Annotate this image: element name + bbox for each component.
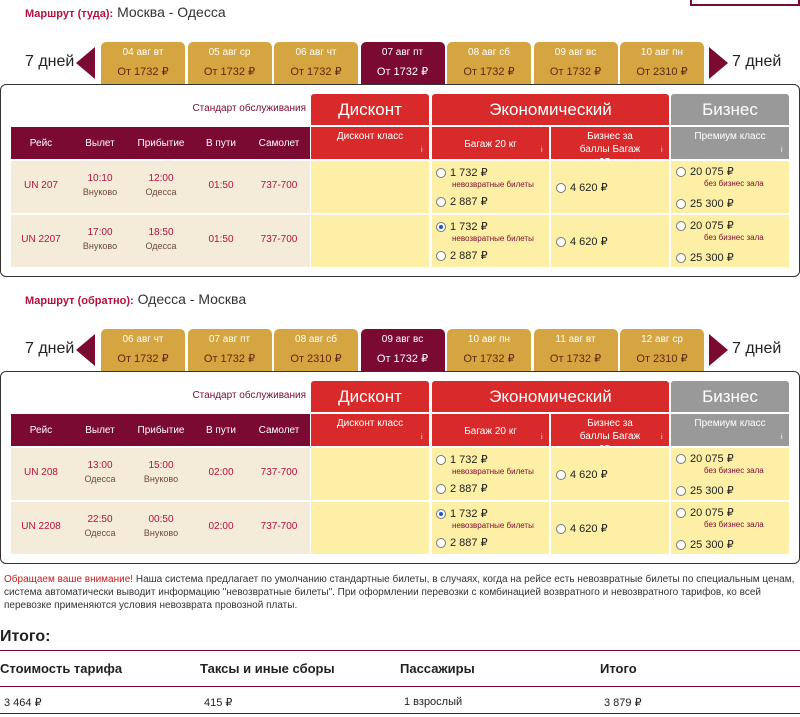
fare-option-standard[interactable]: [436, 536, 488, 549]
flight-duration-value: 02:00: [208, 521, 234, 532]
flight-duration: [194, 467, 248, 478]
fare-price: 1 732 ₽: [450, 508, 488, 520]
date-tab[interactable]: [620, 329, 704, 371]
date-tab-day: 07 авг: [381, 47, 411, 58]
radio-icon[interactable]: [436, 251, 446, 261]
flight-number-value: UN 2208: [21, 521, 61, 532]
date-tab[interactable]: [361, 329, 445, 371]
aircraft-type-value: 737-700: [260, 521, 298, 532]
fare-option-premium-full[interactable]: [676, 251, 734, 264]
airport-name: Одесса: [84, 528, 116, 538]
radio-icon[interactable]: [556, 183, 566, 193]
fare-option-standard[interactable]: [436, 482, 488, 495]
flight-number: [11, 234, 71, 245]
date-tab-day: 09 авг: [554, 47, 584, 58]
date-tab-date: [447, 47, 531, 58]
radio-icon[interactable]: [676, 454, 686, 464]
fare-option-premium-basic[interactable]: [676, 506, 734, 519]
radio-icon[interactable]: [436, 222, 446, 232]
departure-time: [72, 514, 128, 538]
info-icon[interactable]: i: [781, 147, 783, 154]
aircraft-type: [248, 234, 310, 245]
flight-number: [11, 467, 71, 478]
date-tab-day: 10 авг: [467, 334, 497, 345]
notice-warning: Обращаем ваше внимание!: [4, 574, 134, 585]
fare-option-premium-basic[interactable]: [676, 452, 734, 465]
fare-option-points[interactable]: [556, 181, 608, 194]
fare-price: 20 075 ₽: [690, 220, 734, 232]
fare-option-premium-full[interactable]: [676, 197, 734, 210]
nonrefundable-note: невозвратные билеты: [452, 234, 534, 243]
date-tab[interactable]: [274, 42, 358, 84]
top-border-decoration: [690, 0, 800, 6]
date-tab-weekday: чт: [153, 334, 164, 345]
date-tab-day: 12 авг: [641, 334, 670, 345]
airport-name: Внуково: [82, 241, 118, 251]
radio-icon[interactable]: [436, 509, 446, 519]
fare-option-nonrefundable[interactable]: [436, 453, 488, 466]
date-tab-price: От 2310 ₽: [290, 353, 342, 365]
radio-icon[interactable]: [556, 470, 566, 480]
radio-icon[interactable]: [556, 524, 566, 534]
radio-icon[interactable]: [676, 199, 686, 209]
subclass-discount: Дисконт класс: [336, 418, 404, 429]
subclass-premium: Премиум класс: [694, 418, 766, 429]
nonrefundable-note: невозвратные билеты: [452, 467, 534, 476]
fare-option-standard[interactable]: [436, 195, 488, 208]
arrival-time: [128, 227, 194, 251]
flight-number-value: UN 2207: [21, 234, 61, 245]
airport-name: Внуково: [143, 474, 179, 484]
radio-icon[interactable]: [676, 508, 686, 518]
column-header: В пути: [205, 138, 237, 149]
no-lounge-note: без бизнес зала: [704, 466, 764, 475]
date-tab[interactable]: [101, 329, 185, 371]
date-tab-price: От 2310 ₽: [636, 353, 688, 365]
date-tab[interactable]: [447, 329, 531, 371]
fare-price: 4 620 ₽: [570, 236, 608, 248]
date-tab-price: От 1732 ₽: [463, 66, 515, 78]
date-tab-day: 07 авг: [208, 334, 238, 345]
subclass-discount: Дисконт класс: [336, 131, 404, 142]
info-icon[interactable]: i: [661, 147, 663, 154]
date-tab-price: От 1732 ₽: [549, 66, 602, 78]
date-tab-weekday: вт: [585, 334, 596, 345]
date-tab-date: [534, 334, 618, 345]
class-business-header: Бизнес: [671, 94, 789, 125]
radio-icon[interactable]: [436, 484, 446, 494]
fare-price: 2 887 ₽: [450, 537, 488, 549]
class-business-header: Бизнес: [671, 381, 789, 412]
column-header: Самолет: [258, 138, 300, 149]
date-tab-weekday: пн: [672, 47, 684, 58]
route-outbound-label: Маршрут (туда):: [25, 8, 114, 20]
date-tab-day: 08 авг: [468, 47, 497, 58]
departure-time-value: 17:00: [87, 227, 113, 238]
fare-notice: [0, 573, 800, 612]
fare-price: 1 732 ₽: [450, 454, 488, 466]
flight-duration-value: 01:50: [208, 180, 234, 191]
totals-title: Итого:: [0, 628, 51, 645]
date-tab-day: 04 авг: [122, 47, 151, 58]
info-icon[interactable]: i: [541, 147, 543, 154]
info-icon[interactable]: i: [541, 434, 543, 441]
fare-option-points[interactable]: [556, 468, 608, 481]
arrival-time-value: 12:00: [148, 173, 174, 184]
fare-option-premium-basic[interactable]: [676, 219, 734, 232]
fare-option-premium-basic[interactable]: [676, 165, 734, 178]
date-tab-price: От 1732 ₽: [376, 353, 429, 365]
fare-price: 1 732 ₽: [450, 167, 488, 179]
flight-duration: [194, 180, 248, 191]
route-return-label: Маршрут (обратно):: [25, 295, 134, 307]
fare-price: 4 620 ₽: [570, 469, 608, 481]
fare-price: 2 887 ₽: [450, 196, 488, 208]
departure-time-value: 22:50: [87, 514, 113, 525]
no-lounge-note: без бизнес зала: [704, 233, 764, 242]
date-tab-date: [274, 47, 358, 58]
route-return-cities: Одесса - Москва: [137, 291, 247, 307]
fare-price: 2 887 ₽: [450, 483, 488, 495]
flight-duration-value: 01:50: [208, 234, 234, 245]
fare-option-premium-full[interactable]: [676, 484, 734, 497]
fare-option-nonrefundable[interactable]: [436, 220, 488, 233]
class-economy-header: Экономический: [432, 381, 669, 412]
arrival-time: [128, 460, 194, 484]
no-lounge-note: без бизнес зала: [704, 179, 764, 188]
flight-duration-value: 02:00: [208, 467, 234, 478]
date-tab-day: 08 авг: [295, 334, 324, 345]
info-icon[interactable]: i: [421, 434, 423, 441]
flight-number: [11, 180, 71, 191]
totals-value-passengers: 1 взрослый: [404, 696, 463, 708]
aircraft-type-value: 737-700: [260, 467, 298, 478]
radio-icon[interactable]: [676, 540, 686, 550]
discount-fare-cell: [311, 448, 429, 500]
fare-price: 20 075 ₽: [690, 166, 734, 178]
radio-icon[interactable]: [436, 197, 446, 207]
aircraft-type: [248, 467, 310, 478]
date-tab-price: От 1732 ₽: [463, 353, 515, 365]
subclass-economy-points: Бизнес за баллы Багаж: [579, 131, 641, 155]
fare-price: 2 887 ₽: [450, 250, 488, 262]
date-tab-date: [620, 47, 704, 58]
subclass-economy-baggage: Багаж 20 кг: [464, 426, 517, 437]
airport-name: Внуково: [82, 187, 118, 197]
date-tab-weekday: чт: [326, 47, 337, 58]
flight-number-value: UN 207: [24, 180, 58, 191]
fare-price: 20 075 ₽: [690, 453, 734, 465]
radio-icon[interactable]: [676, 486, 686, 496]
service-standard-label: Стандарт обслуживания: [192, 390, 306, 401]
date-tab[interactable]: [188, 329, 272, 371]
radio-icon[interactable]: [676, 167, 686, 177]
airport-name: Одесса: [145, 241, 177, 251]
date-tab-price: От 1732 ₽: [203, 66, 256, 78]
date-tab[interactable]: [534, 329, 618, 371]
totals-header-fare: Стоимость тарифа: [0, 661, 123, 676]
subclass-economy-points: Бизнес за баллы Багаж: [579, 418, 641, 442]
fare-option-points[interactable]: [556, 235, 608, 248]
fare-option-nonrefundable[interactable]: [436, 166, 488, 179]
fare-option-points[interactable]: [556, 522, 608, 535]
discount-fare-cell: [311, 215, 429, 267]
date-tab-weekday: пн: [499, 334, 511, 345]
next-week-link[interactable]: 7 дней: [732, 340, 782, 357]
notice-text: Наша система предлагает по умолчанию стандартные билеты, в случаях, когда на рейсе есть невозвратные билеты по специальным ценам, система автоматически выводит информацию "невозвратные билеты". При оформлении перевозки с комбинацией возвратного и невозвратного тарифов, ко всей перевозке применяются условия невозврата провозной платы.: [4, 574, 795, 611]
date-tab-weekday: сб: [499, 47, 510, 58]
fare-price: 25 300 ₽: [690, 539, 734, 551]
fare-price: 25 300 ₽: [690, 485, 734, 497]
radio-icon[interactable]: [556, 237, 566, 247]
date-tab-price: От 1732 ₽: [117, 66, 169, 78]
airport-name: Одесса: [84, 474, 116, 484]
column-header: Прибытие: [137, 138, 185, 149]
nonrefundable-note: невозвратные билеты: [452, 521, 534, 530]
column-header: Рейс: [29, 425, 53, 436]
route-outbound-cities: Москва - Одесса: [117, 4, 226, 20]
arrival-time: [128, 173, 194, 197]
subclass-premium: Премиум класс: [694, 131, 766, 142]
date-tab-date: [361, 334, 445, 345]
aircraft-type-value: 737-700: [260, 234, 298, 245]
totals-divider-top: [0, 650, 800, 651]
aircraft-type: [248, 521, 310, 532]
date-tab-weekday: сб: [326, 334, 337, 345]
totals-header-total: Итого: [600, 661, 637, 676]
arrival-time: [128, 514, 194, 538]
radio-icon[interactable]: [436, 455, 446, 465]
date-tab-date: [447, 334, 531, 345]
aircraft-type: [248, 180, 310, 191]
prev-week-arrow-icon[interactable]: [76, 334, 95, 366]
radio-icon[interactable]: [436, 538, 446, 548]
totals-header-passengers: Пассажиры: [400, 661, 475, 676]
class-economy-header: Экономический: [432, 94, 669, 125]
date-tab-weekday: вс: [413, 334, 424, 345]
date-tab[interactable]: [361, 42, 445, 84]
flight-duration: [194, 234, 248, 245]
date-tab-price: От 1732 ₽: [117, 353, 169, 365]
fare-price: 4 620 ₽: [570, 182, 608, 194]
prev-week-arrow-icon[interactable]: [76, 47, 95, 79]
info-icon[interactable]: i: [781, 434, 783, 441]
flight-number: [11, 521, 71, 532]
class-discount-header: Дисконт: [311, 381, 429, 412]
fare-price: 20 075 ₽: [690, 507, 734, 519]
totals-divider-bottom: [0, 713, 800, 714]
flight-duration: [194, 521, 248, 532]
date-tab-day: 06 авг: [295, 47, 324, 58]
aircraft-type-value: 737-700: [260, 180, 298, 191]
class-discount-header: Дисконт: [311, 94, 429, 125]
info-icon[interactable]: i: [421, 147, 423, 154]
prev-week-link[interactable]: 7 дней: [25, 53, 75, 70]
departure-time: [72, 173, 128, 197]
next-week-link[interactable]: 7 дней: [732, 53, 782, 70]
totals-value-fare: 3 464 ₽: [4, 697, 42, 709]
airport-name: Одесса: [145, 187, 177, 197]
radio-icon[interactable]: [676, 253, 686, 263]
fare-option-premium-full[interactable]: [676, 538, 734, 551]
date-tab[interactable]: [447, 42, 531, 84]
date-tab-day: 09 авг: [381, 334, 411, 345]
departure-time-value: 10:10: [87, 173, 113, 184]
date-tab-weekday: пт: [240, 334, 251, 345]
discount-fare-cell: [311, 502, 429, 554]
arrival-time-value: 18:50: [148, 227, 174, 238]
date-tab-day: 11 авг: [555, 334, 584, 345]
radio-icon[interactable]: [436, 168, 446, 178]
radio-icon[interactable]: [676, 221, 686, 231]
date-tab-price: От 1732 ₽: [290, 66, 342, 78]
column-header: Вылет: [85, 138, 115, 149]
column-header: Самолет: [258, 425, 300, 436]
date-tab-price: От 1732 ₽: [549, 353, 602, 365]
date-tab-weekday: вт: [153, 47, 164, 58]
date-tab-date: [274, 334, 358, 345]
date-tab-date: [101, 47, 185, 58]
totals-header-taxes: Таксы и иные сборы: [200, 661, 335, 676]
nonrefundable-note: невозвратные билеты: [452, 180, 534, 189]
subclass-economy-baggage: Багаж 20 кг: [464, 139, 517, 150]
column-header: Вылет: [85, 425, 115, 436]
date-tab-price: От 2310 ₽: [636, 66, 688, 78]
date-tab[interactable]: [274, 329, 358, 371]
date-tab-date: [620, 334, 704, 345]
route-return: [25, 291, 246, 307]
date-tab[interactable]: [101, 42, 185, 84]
column-header: Прибытие: [137, 425, 185, 436]
date-tab-weekday: ср: [239, 47, 251, 58]
date-tab-price: От 1732 ₽: [376, 66, 429, 78]
departure-time: [72, 227, 128, 251]
date-tab-weekday: пт: [413, 47, 424, 58]
date-tab-date: [534, 47, 618, 58]
date-tab-date: [188, 334, 272, 345]
fare-price: 4 620 ₽: [570, 523, 608, 535]
totals-value-taxes: 415 ₽: [204, 697, 233, 709]
route-outbound: [25, 4, 226, 20]
fare-option-nonrefundable[interactable]: [436, 507, 488, 520]
date-tab-date: [361, 47, 445, 58]
date-tab-date: [101, 334, 185, 345]
fare-price: 25 300 ₽: [690, 252, 734, 264]
flight-number-value: UN 208: [24, 467, 58, 478]
fare-price: 1 732 ₽: [450, 221, 488, 233]
totals-value-total: 3 879 ₽: [604, 697, 642, 709]
prev-week-link[interactable]: 7 дней: [25, 340, 75, 357]
date-tab-day: 06 авг: [122, 334, 151, 345]
date-tab[interactable]: [534, 42, 618, 84]
discount-fare-cell: [311, 161, 429, 213]
departure-time: [72, 460, 128, 484]
next-week-arrow-icon[interactable]: [709, 47, 728, 79]
departure-time-value: 13:00: [87, 460, 113, 471]
fare-price: 25 300 ₽: [690, 198, 734, 210]
fare-option-standard[interactable]: [436, 249, 488, 262]
arrival-time-value: 15:00: [148, 460, 174, 471]
totals-divider-mid: [0, 686, 800, 687]
airport-name: Внуково: [143, 528, 179, 538]
date-tab-day: 05 авг: [208, 47, 238, 58]
column-header: Рейс: [29, 138, 53, 149]
date-tab-weekday: ср: [672, 334, 683, 345]
arrival-time-value: 00:50: [148, 514, 174, 525]
info-icon[interactable]: i: [661, 434, 663, 441]
date-tab[interactable]: [188, 42, 272, 84]
next-week-arrow-icon[interactable]: [709, 334, 728, 366]
column-header: В пути: [205, 425, 237, 436]
service-standard-label: Стандарт обслуживания: [192, 103, 306, 114]
date-tab-day: 10 авг: [640, 47, 670, 58]
date-tab-weekday: вс: [586, 47, 597, 58]
date-tab-price: От 1732 ₽: [203, 353, 256, 365]
no-lounge-note: без бизнес зала: [704, 520, 764, 529]
date-tab[interactable]: [620, 42, 704, 84]
date-tab-date: [188, 47, 272, 58]
